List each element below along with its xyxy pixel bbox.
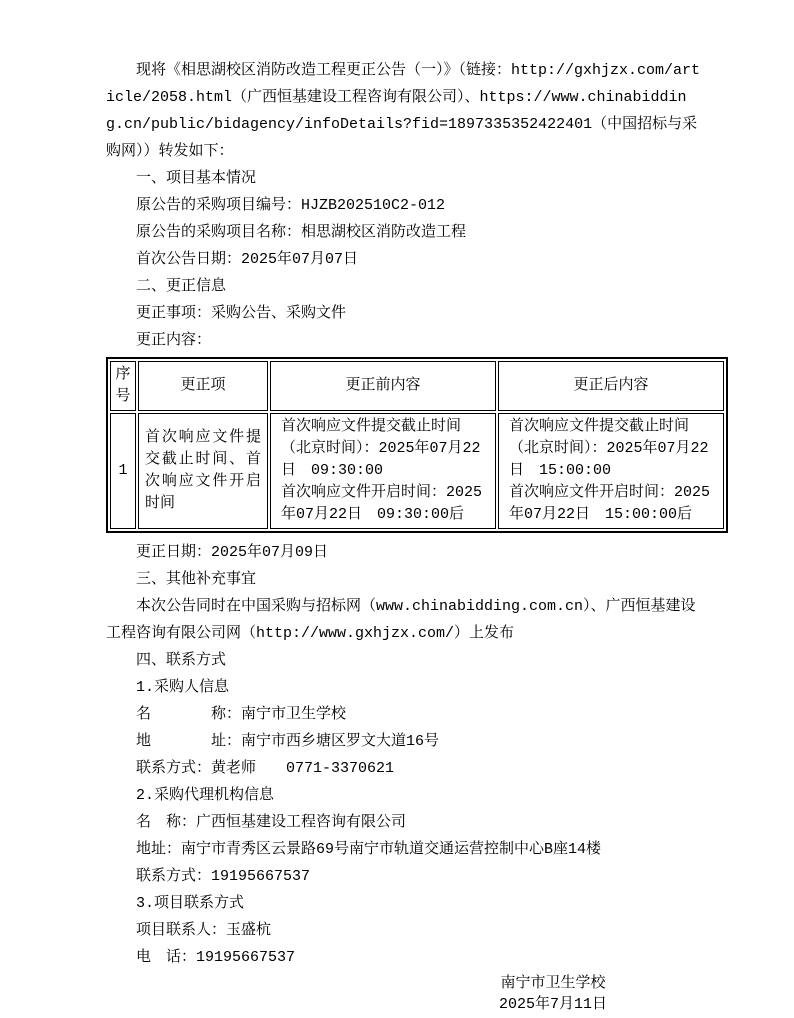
- agency-name-line: 名 称：广西恒基建设工程咨询有限公司: [136, 814, 407, 831]
- section4-heading: 四、联系方式: [136, 652, 227, 669]
- section3-text: 本次公告同时在中国采购与招标网（www.chinabidding.com.cn）、广西恒基建设工程咨询有限公司网（http://www.gxhjzx.com/）上发布: [106, 598, 696, 642]
- cell-before-line1: 首次响应文件提交截止时间（北京时间）：2025年07月22日 09:30:00: [281, 418, 481, 479]
- agency-heading: 2.采购代理机构信息: [136, 787, 275, 804]
- cell-after: [498, 413, 724, 529]
- header-seq: 序号: [110, 361, 136, 411]
- header-before: 更正前内容: [270, 361, 496, 411]
- project-phone-line: 电 话：19195667537: [136, 949, 296, 966]
- header-after: 更正后内容: [498, 361, 724, 411]
- signature-block: [433, 973, 673, 1015]
- cell-seq: 1: [110, 413, 136, 529]
- correction-table-row: [110, 413, 724, 529]
- purchaser-heading: 1.采购人信息: [136, 679, 230, 696]
- correction-table: [106, 357, 728, 533]
- header-item: 更正项: [138, 361, 268, 411]
- correction-content-label: 更正内容：: [136, 332, 212, 349]
- intro-paragraph: 现将《相思湖校区消防改造工程更正公告（一）》（链接：http://gxhjzx.com/article/2058.html（广西恒基建设工程咨询有限公司）、https://www.chinabidding.cn/public/bidagency/infoDetails?fid=1897335352422401（中国招标与采购网））转发如下：: [106, 62, 701, 160]
- purchaser-name-line: 名 称：南宁市卫生学校: [136, 706, 347, 723]
- correction-table-header-row: [110, 361, 724, 411]
- purchaser-contact-line: 联系方式：黄老师 0771-3370621: [136, 760, 395, 777]
- section3-heading: 三、其他补充事宜: [136, 571, 257, 588]
- cell-item: 首次响应文件提交截止时间、首次响应文件开启时间: [138, 413, 268, 529]
- cell-after-line2: 首次响应文件开启时间：2025年07月22日 15:00:00后: [509, 484, 711, 523]
- section1-heading: 一、项目基本情况: [136, 170, 257, 187]
- cell-after-line1: 首次响应文件提交截止时间（北京时间）：2025年07月22日 15:00:00: [509, 418, 709, 479]
- cell-before: [270, 413, 496, 529]
- signature-org: 南宁市卫生学校: [500, 975, 606, 992]
- first-notice-date-line: 首次公告日期：2025年07月07日: [136, 251, 359, 268]
- section2-heading: 二、更正信息: [136, 278, 227, 295]
- project-number-line: 原公告的采购项目编号：HJZB202510C2-012: [136, 197, 446, 214]
- purchaser-address-line: 地 址：南宁市西乡塘区罗文大道16号: [136, 733, 440, 750]
- agency-address-line: 地址：南宁市青秀区云景路69号南宁市轨道交通运营控制中心B座14楼: [136, 841, 602, 858]
- agency-contact-line: 联系方式：19195667537: [136, 868, 311, 885]
- project-name-line: 原公告的采购项目名称：相思湖校区消防改造工程: [136, 224, 467, 241]
- correction-date-line: 更正日期：2025年07月09日: [136, 544, 329, 561]
- project-contact-person-line: 项目联系人：玉盛杭: [136, 922, 272, 939]
- project-contact-heading: 3.项目联系方式: [136, 895, 245, 912]
- signature-date: 2025年7月11日: [498, 996, 607, 1013]
- cell-before-line2: 首次响应文件开启时间：2025年07月22日 09:30:00后: [281, 484, 483, 523]
- correction-items-line: 更正事项：采购公告、采购文件: [136, 305, 347, 322]
